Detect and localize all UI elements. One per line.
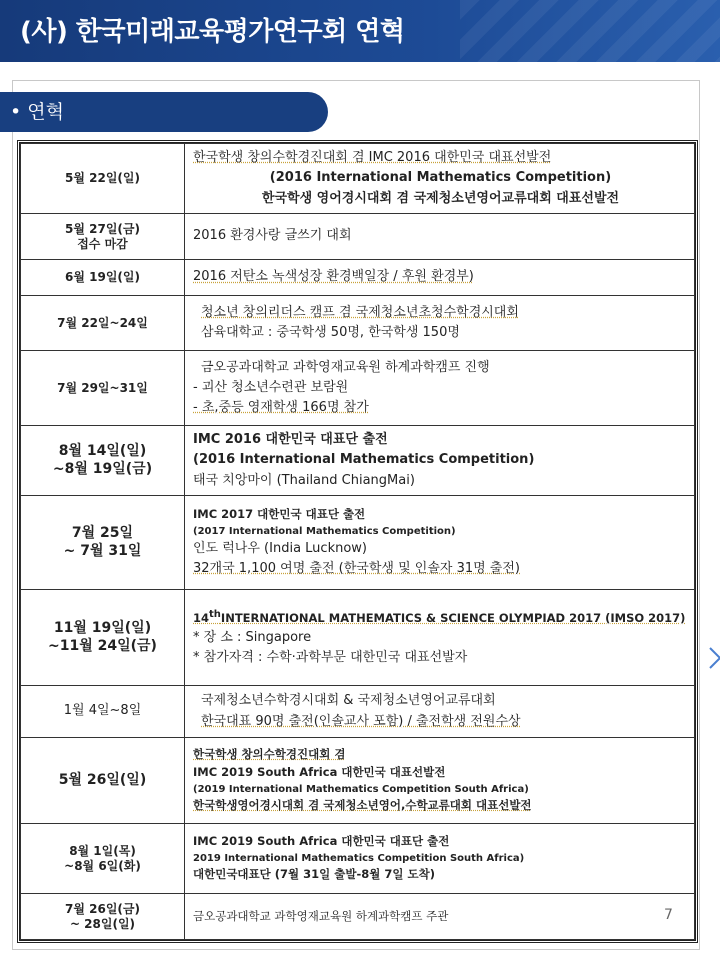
content-cell: 한국학생 창의수학경진대회 겸 IMC 2016 대한민국 대표선발전 (2016 International Mathematics Competition) 한국학생 영어경시대회 겸 국제청소년영어교류대회 대표선발전 (185, 144, 695, 214)
page-number: 7 (664, 907, 673, 923)
content-cell: IMC 2019 South Africa 대한민국 대표단 출전 2019 International Mathematics Competition South Africa) 대한민국대표단 (7월 31일 출발-8월 7일 도착) (185, 824, 695, 894)
content-cell: 금오공과대학교 과학영재교육원 하계과학캠프 주관 (185, 894, 695, 940)
content-cell: 국제청소년수학경시대회 & 국제청소년영어교류대회 한국대표 90명 출전(인솔교사 포함) / 출전학생 전원수상 (185, 686, 695, 738)
date-cell: 5월 22일(일) (21, 144, 185, 214)
table-row (21, 214, 695, 260)
banner-pattern (460, 0, 720, 62)
date-cell: 5월 27일(금) 접수 마감 (21, 214, 185, 260)
table-row (21, 496, 695, 590)
date-cell: 8월 14일(일) ~8월 19일(금) (21, 426, 185, 496)
table-row (21, 260, 695, 296)
date-cell: 7월 22일~24일 (21, 296, 185, 351)
page-title: (사) 한국미래교육평가연구회 연혁 (20, 17, 405, 47)
date-cell: 11월 19일(일) ~11월 24일(금) (21, 590, 185, 686)
table-row (21, 296, 695, 351)
date-cell: 6월 19일(일) (21, 260, 185, 296)
date-cell: 7월 26일(금) ~ 28일(일) (21, 894, 185, 940)
table-row (21, 824, 695, 894)
content-cell: 2016 저탄소 녹색성장 환경백일장 / 후원 환경부) (185, 260, 695, 296)
table-row (21, 686, 695, 738)
content-cell: 한국학생 창의수학경진대회 겸 IMC 2019 South Africa 대한민국 대표선발전 (2019 International Mathematics Competition South Africa) 한국학생영어경시대회 겸 국제청소년영어,수학교류대회 대표선발전 (185, 738, 695, 824)
date-cell: 5월 26일(일) (21, 738, 185, 824)
section-label: • 연혁 (0, 92, 328, 132)
table-row (21, 738, 695, 824)
table-row (21, 590, 695, 686)
content-cell: IMC 2016 대한민국 대표단 출전 (2016 International Mathematics Competition) 태국 치앙마이 (Thailand ChiangMai) (185, 426, 695, 496)
date-cell: 7월 29일~31일 (21, 351, 185, 426)
history-table (17, 140, 698, 943)
chevron-right-icon (708, 646, 720, 670)
table-row (21, 144, 695, 214)
date-cell: 8월 1일(목) ~8월 6일(화) (21, 824, 185, 894)
content-cell: 14thINTERNATIONAL MATHEMATICS & SCIENCE OLYMPIAD 2017 (IMSO 2017) * 장 소 : Singapore * 참가자격 : 수학·과학부문 대한민국 대표선발자 (185, 590, 695, 686)
title-banner (0, 0, 720, 62)
date-cell: 1월 4일~8일 (21, 686, 185, 738)
table-row (21, 426, 695, 496)
content-cell: IMC 2017 대한민국 대표단 출전 (2017 International Mathematics Competition) 인도 럭나우 (India Lucknow) 32개국 1,100 여명 출전 (한국학생 및 인솔자 31명 출전) (185, 496, 695, 590)
date-cell: 7월 25일 ~ 7월 31일 (21, 496, 185, 590)
content-cell: 금오공과대학교 과학영재교육원 하계과학캠프 진행 - 괴산 청소년수련관 보람원 - 초,중등 영재학생 166명 참가 (185, 351, 695, 426)
content-cell: 2016 환경사랑 글쓰기 대회 (185, 214, 695, 260)
table-row (21, 894, 695, 940)
content-cell: 청소년 창의리더스 캠프 겸 국제청소년초청수학경시대회 삼육대학교 : 중국학생 50명, 한국학생 150명 (185, 296, 695, 351)
table-row (21, 351, 695, 426)
